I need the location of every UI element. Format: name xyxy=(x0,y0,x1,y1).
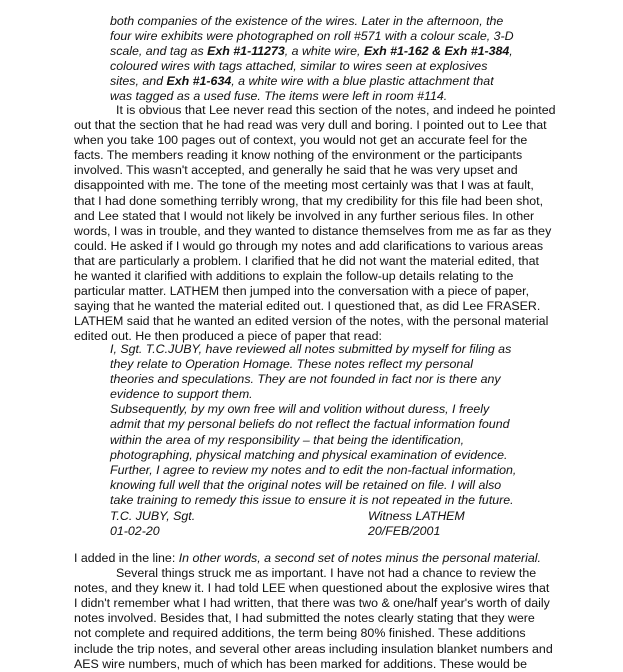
signer-name: T.C. JUBY, Sgt. xyxy=(110,509,196,523)
text-line: I, Sgt. T.C.JUBY, have reviewed all notes submitted by myself for filing as xyxy=(110,342,512,356)
text-line: four wire exhibits were photographed on roll #571 with a colour scale, 3-D xyxy=(110,29,514,44)
body-paragraph-2 xyxy=(74,551,553,672)
text-span: , xyxy=(509,44,513,59)
text-line: notes involved. Besides that, I had submitted the notes clearly stating that they were xyxy=(74,611,535,626)
quoted-notes-excerpt xyxy=(110,14,514,105)
signer-date: 01-02-20 xyxy=(110,524,160,539)
text-line: was tagged as a used fuse. The items were left in room #114. xyxy=(110,89,448,104)
text-line: facts. The members reading it know nothing of the environment or the participants xyxy=(74,148,523,163)
text-line: AES wire numbers, much of which has been marked for additions. These would be xyxy=(74,656,527,671)
witness-date: 20/FEB/2001 xyxy=(368,524,441,539)
text-line xyxy=(74,551,553,566)
text-span: scale, and tag as xyxy=(110,44,208,59)
text-line: he wanted it clarified with additions to explain the follow-up details relating to the xyxy=(74,269,514,284)
text-line: theories and speculations. They are not founded in fact nor is there any xyxy=(110,372,501,387)
text-line: Several things struck me as important. I have not had a chance to review the xyxy=(116,566,537,581)
body-paragraph-1 xyxy=(74,103,555,345)
text-line: take training to remedy this issue to ensure it is not repeated in the future. xyxy=(110,492,514,507)
text-line: they relate to Operation Homage. These notes reflect my personal xyxy=(110,357,473,372)
text-span: , a white wire with a blue plastic attachment that xyxy=(231,74,494,89)
text-span: I added in the line: xyxy=(74,551,179,565)
exhibit-ref: Exh #1-11273 xyxy=(207,44,285,59)
witness-name: Witness LATHEM xyxy=(368,509,465,523)
text-line: edited out. He then produced a piece of paper that read: xyxy=(74,329,382,344)
text-line: Further, I agree to review my notes and to edit the non-factual information, xyxy=(110,462,517,477)
text-line: particular matter. LATHEM then jumped into the conversation with a piece of paper, xyxy=(74,284,530,299)
text-line: not complete and required additions, the term being 80% finished. These additions xyxy=(74,626,526,641)
text-line: that are particularly a problem. I clarified that he did not want the material edited, that xyxy=(74,253,539,268)
text-line: when you take 100 pages out of context, you would not get an accurate feel for the xyxy=(74,133,528,148)
signature-block xyxy=(110,509,530,539)
added-line-quote: In other words, a second set of notes minus the personal material. xyxy=(178,551,541,565)
text-line: coloured wires with tags attached, similar to wires seen at explosives xyxy=(110,59,488,74)
text-line: photographing, physical matching and physical examination of evidence. xyxy=(110,447,508,462)
text-line: involved. This wasn't accepted, and generally he said that he was very upset and xyxy=(74,163,518,178)
text-line: notes, and they knew it. I had told LEE when questioned about the explosive wires that xyxy=(74,581,550,596)
text-line: and Lee stated that I would not likely be involved in any further serious files. In other xyxy=(74,208,535,223)
text-line xyxy=(110,74,514,89)
signature-name-row xyxy=(110,509,530,524)
text-line: both companies of the existence of the wires. Later in the afternoon, the xyxy=(110,14,504,28)
text-line: could. He asked if I would go through my notes and add clarifications to various areas xyxy=(74,238,544,253)
text-line: words, I was in trouble, and they wanted to distance themselves from me as far as they xyxy=(74,223,552,238)
text-line: disappointed with me. The tone of the meeting most certainly was that I was at fault, xyxy=(74,178,534,193)
exhibit-ref: Exh #1-162 & Exh #1-384 xyxy=(363,44,510,59)
text-line: LATHEM said that he wanted an edited version of the notes, with the personal material xyxy=(74,314,549,329)
text-line: out that the section that he had read was very dull and boring. I pointed out to Lee that xyxy=(74,118,547,133)
text-line: saying that he wanted the material edited out. I questioned that, as did Lee FRASER. xyxy=(74,299,541,314)
text-span: sites, and xyxy=(110,74,167,89)
text-line: I didn't remember what I had written, that there was two & one/half year's worth of daily xyxy=(74,596,550,611)
text-span: , a white wire, xyxy=(284,44,364,59)
quoted-statement xyxy=(110,342,516,508)
text-line: It is obvious that Lee never read this section of the notes, and indeed he pointed xyxy=(116,103,556,117)
signature-date-row xyxy=(110,524,530,539)
exhibit-ref: Exh #1-634 xyxy=(166,74,232,89)
text-line: admit that my personal beliefs do not reflect the factual information found xyxy=(110,417,510,432)
text-line: include the trip notes, and several other areas including insulation blanket numbers and xyxy=(74,641,553,656)
text-line xyxy=(110,44,514,59)
text-line: that I had done something terribly wrong, that my credibility for this file had been shot, xyxy=(74,193,544,208)
text-line: Subsequently, by my own free will and volition without duress, I freely xyxy=(110,402,490,417)
text-line: within the area of my responsibility – that being the identification, xyxy=(110,432,465,447)
text-line: knowing full well that the original notes will be retained on file. I will also xyxy=(110,477,502,492)
text-line: evidence to support them. xyxy=(110,387,253,402)
